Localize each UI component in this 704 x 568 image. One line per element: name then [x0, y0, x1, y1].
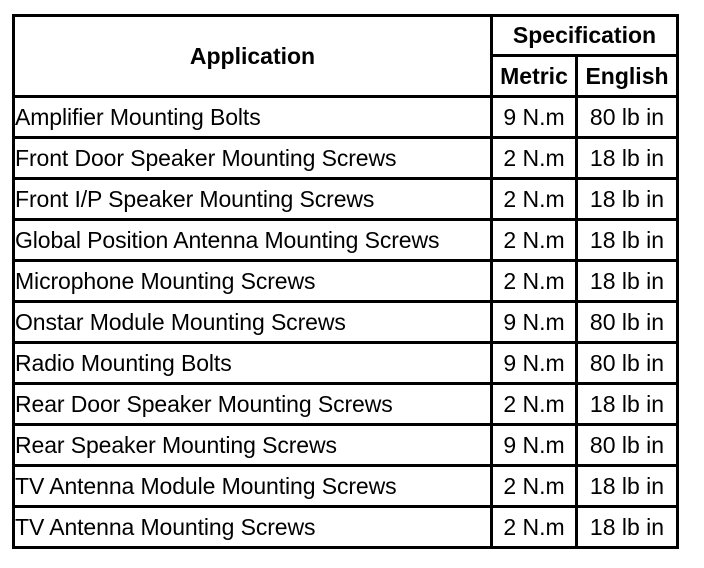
table-row — [15, 221, 676, 259]
cell-english: 80 lb in — [578, 303, 676, 341]
cell-metric: 9 N.m — [493, 344, 575, 382]
cell-metric: 2 N.m — [493, 139, 575, 177]
cell-english: 18 lb in — [578, 180, 676, 218]
table-body — [15, 98, 676, 546]
cell-application: Rear Speaker Mounting Screws — [15, 426, 490, 464]
header-row-top — [15, 17, 676, 54]
header-metric: Metric — [493, 57, 575, 95]
cell-english: 18 lb in — [578, 385, 676, 423]
cell-application: Microphone Mounting Screws — [15, 262, 490, 300]
cell-english: 80 lb in — [578, 98, 676, 136]
table-row — [15, 180, 676, 218]
cell-metric: 9 N.m — [493, 426, 575, 464]
table-row — [15, 426, 676, 464]
header-application: Application — [15, 17, 490, 95]
cell-metric: 2 N.m — [493, 221, 575, 259]
cell-application: TV Antenna Mounting Screws — [15, 508, 490, 546]
cell-application: Front Door Speaker Mounting Screws — [15, 139, 490, 177]
table-row — [15, 98, 676, 136]
cell-english: 18 lb in — [578, 221, 676, 259]
table-row — [15, 508, 676, 546]
table-row — [15, 262, 676, 300]
cell-english: 18 lb in — [578, 467, 676, 505]
cell-metric: 2 N.m — [493, 467, 575, 505]
cell-english: 18 lb in — [578, 262, 676, 300]
cell-application: TV Antenna Module Mounting Screws — [15, 467, 490, 505]
cell-application: Front I/P Speaker Mounting Screws — [15, 180, 490, 218]
cell-application: Radio Mounting Bolts — [15, 344, 490, 382]
cell-metric: 2 N.m — [493, 508, 575, 546]
cell-english: 18 lb in — [578, 139, 676, 177]
table-row — [15, 139, 676, 177]
table-row — [15, 467, 676, 505]
cell-application: Global Position Antenna Mounting Screws — [15, 221, 490, 259]
cell-english: 80 lb in — [578, 344, 676, 382]
table-row — [15, 344, 676, 382]
cell-english: 80 lb in — [578, 426, 676, 464]
cell-metric: 2 N.m — [493, 262, 575, 300]
cell-english: 18 lb in — [578, 508, 676, 546]
cell-application: Onstar Module Mounting Screws — [15, 303, 490, 341]
table-row — [15, 385, 676, 423]
cell-metric: 2 N.m — [493, 385, 575, 423]
cell-application: Rear Door Speaker Mounting Screws — [15, 385, 490, 423]
header-specification: Specification — [493, 17, 676, 54]
cell-metric: 2 N.m — [493, 180, 575, 218]
fastener-spec-table — [12, 14, 679, 549]
header-english: English — [578, 57, 676, 95]
cell-metric: 9 N.m — [493, 98, 575, 136]
cell-metric: 9 N.m — [493, 303, 575, 341]
cell-application: Amplifier Mounting Bolts — [15, 98, 490, 136]
table-row — [15, 303, 676, 341]
